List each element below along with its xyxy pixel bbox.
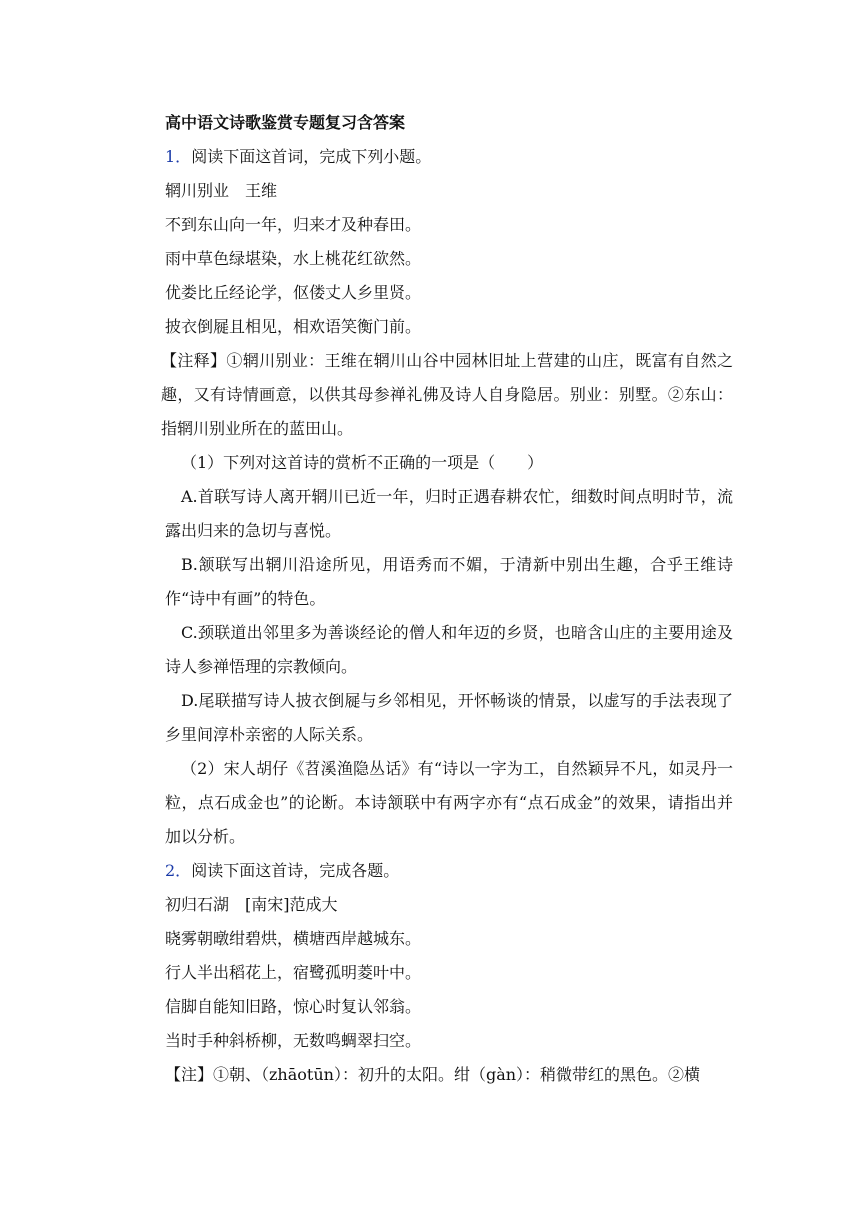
poem-1-title: 辋川别业 王维	[165, 181, 278, 200]
question-2-prompt	[165, 854, 733, 888]
poem-2-title: 初归石湖 [南宋]范成大	[165, 895, 338, 914]
poem-1-line: 优娄比丘经论学，伛偻丈人乡里贤。	[165, 283, 422, 302]
poem-2-line: 晓雾朝暾绀碧烘，横塘西岸越城东。	[165, 929, 422, 948]
question-2-prompt-text: 阅读下面这首诗，完成各题。	[191, 861, 400, 880]
poem-2-line: 当时手种斜桥柳，无数鸣蜩翠扫空。	[165, 1031, 422, 1050]
option-c: C.颈联道出邻里多为善谈经论的僧人和年迈的乡贤，也暗含山庄的主要用途及诗人参禅悟理的宗教倾向。	[165, 623, 733, 676]
poem-2-line: 行人半出稻花上，宿鹭孤明菱叶中。	[165, 963, 422, 982]
poem-1-note: 【注释】①辋川别业：王维在辋川山谷中园林旧址上营建的山庄，既富有自然之趣，又有诗情画意，以供其母参禅礼佛及诗人自身隐居。别业：别墅。②东山：指辋川别业所在的蓝田山。	[161, 351, 733, 438]
option-a: A.首联写诗人离开辋川已近一年，归时正遇春耕农忙，细数时间点明时节，流露出归来的急切与喜悦。	[165, 487, 733, 540]
poem-1-line: 披衣倒屣且相见，相欢语笑衡门前。	[165, 317, 422, 336]
option-b: B.颔联写出辋川沿途所见，用语秀而不媚，于清新中别出生趣，合乎王维诗作“诗中有画”的特色。	[165, 555, 733, 608]
document-title: 高中语文诗歌鉴赏专题复习含答案	[165, 113, 406, 132]
poem-2-note: 【注】①朝、（zhāotūn）：初升的太阳。绀（gàn）：稍微带红的黑色。②横	[165, 1065, 701, 1084]
question-1-prompt	[165, 140, 733, 174]
question-1-sub-1: （1）下列对这首诗的赏析不正确的一项是（ ）	[181, 453, 544, 472]
question-1-number: 1．	[165, 147, 192, 166]
option-d: D.尾联描写诗人披衣倒屣与乡邻相见，开怀畅谈的情景，以虚写的手法表现了乡里间淳朴亲密的人际关系。	[165, 691, 733, 744]
question-1-sub-2: （2）宋人胡仔《苕溪渔隐丛话》有“诗以一字为工，自然颖异不凡，如灵丹一粒，点石成金也”的论断。本诗颔联中有两字亦有“点石成金”的效果，请指出并加以分析。	[165, 759, 733, 846]
poem-1-line: 不到东山向一年，归来才及种春田。	[165, 215, 422, 234]
question-2-number: 2．	[165, 861, 192, 880]
poem-2-line: 信脚自能知旧路，惊心时复认邻翁。	[165, 997, 422, 1016]
document-page	[161, 106, 733, 1092]
question-1-prompt-text: 阅读下面这首词，完成下列小题。	[191, 147, 432, 166]
poem-1-line: 雨中草色绿堪染，水上桃花红欲然。	[165, 249, 422, 268]
